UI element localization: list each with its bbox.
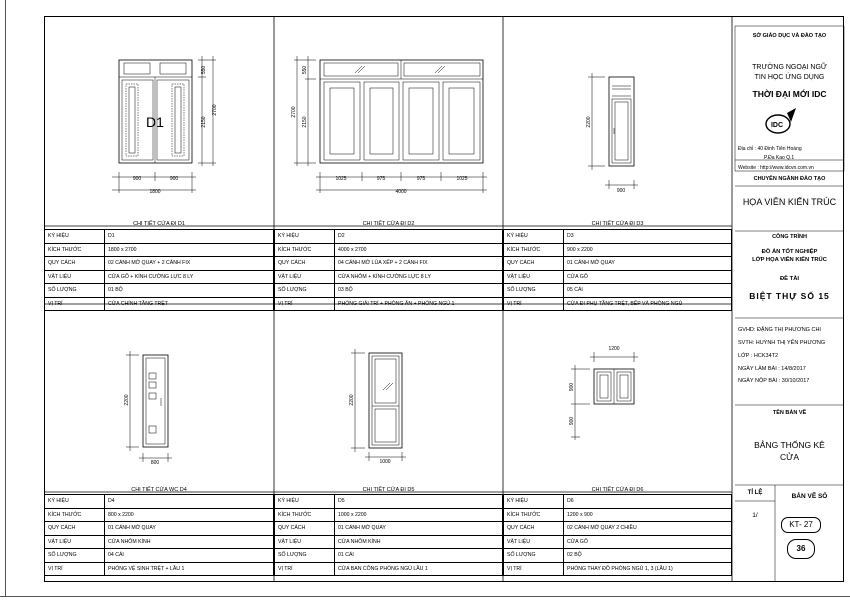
label: VỊ TRÍ [45, 562, 105, 576]
d1-dim-top: 550 [201, 65, 207, 75]
d1-dim-w2: 900 [169, 176, 179, 182]
spec-table-d1 [44, 229, 274, 311]
d2-dim-top: 550 [302, 65, 308, 75]
label: QUY CÁCH [504, 522, 564, 536]
d2-dim-w2: 975 [376, 176, 386, 182]
spec-table-d6 [503, 494, 732, 576]
value: 02 CÁNH MỞ QUAY 2 CHIỀU [564, 522, 732, 536]
label: KÝ HIỆU [275, 230, 335, 244]
tb-scale: 1/ [752, 512, 758, 519]
value: 1800 x 2700 [105, 243, 274, 257]
value: 05 CÁI [564, 284, 732, 298]
value: 02 BỘ [564, 549, 732, 563]
tb-topic: BIỆT THỰ SỐ 15 [749, 291, 830, 301]
label: KÝ HIỆU [45, 495, 105, 509]
tb-school-3: THỜI ĐẠI MỚI IDC [752, 89, 827, 99]
value: 900 x 2200 [564, 243, 732, 257]
d4-dim-height: 2200 [124, 394, 130, 406]
tb-lop: LỚP : HCK34T2 [738, 353, 779, 359]
tb-sheet-no: 36 [787, 539, 815, 559]
d6-dim-width: 1200 [608, 346, 620, 352]
label: VẬT LIỆU [275, 270, 335, 284]
label: VỊ TRÍ [45, 297, 105, 311]
d1-dim-total: 2700 [212, 104, 218, 116]
d2-dim-mid: 2150 [302, 116, 308, 128]
d4-dim-width: 800 [150, 460, 160, 466]
tb-svth: SVTH: HUỲNH THỊ YẾN PHƯƠNG [738, 340, 826, 346]
value: 02 CÁNH MỞ QUAY + 2 CÁNH FIX [105, 257, 274, 271]
value: D5 [335, 495, 503, 509]
value: 01 CÁNH MỞ QUAY [564, 257, 732, 271]
value: 1200 x 900 [564, 508, 732, 522]
spec-table-d3 [503, 229, 732, 311]
idc-logo-icon [766, 108, 796, 133]
label: VẬT LIỆU [504, 535, 564, 549]
value: D3 [564, 230, 732, 244]
value: D6 [564, 495, 732, 509]
tb-gvhd: GVHD: ĐẶNG THỊ PHƯƠNG CHI [738, 327, 821, 333]
d1-dim-mid: 2150 [201, 116, 207, 128]
spec-table-d5 [274, 494, 503, 576]
value: CỬA NHÔM + KÍNH CƯỜNG LỰC 8 LY [335, 270, 503, 284]
d5-dim-height: 2200 [349, 394, 355, 406]
label: SỐ LƯỢNG [504, 549, 564, 563]
value: 03 BỘ [335, 284, 503, 298]
tb-address-1: Địa chỉ : 40 Đinh Tiên Hoàng [738, 146, 802, 152]
logo-text: IDC [770, 122, 784, 129]
value: 1000 x 2200 [335, 508, 503, 522]
label: KÍCH THƯỚC [275, 508, 335, 522]
value: CỬA BAN CÔNG PHÒNG NGỦ LẦU 1 [335, 562, 503, 576]
value: PHÒNG THAY ĐỒ PHÒNG NGỦ 1, 3 (LẦU 1) [564, 562, 732, 576]
value: CỬA GỖ [564, 535, 732, 549]
label: SỐ LƯỢNG [45, 549, 105, 563]
d6-dim-h1: 900 [569, 382, 575, 392]
tb-scale-label: TỈ LỆ [747, 490, 763, 496]
caption-d3: CHI TIẾT CỬA ĐI D3 [591, 221, 644, 227]
tb-major-label: CHUYÊN NGÀNH ĐÀO TẠO [753, 176, 826, 182]
label: VẬT LIỆU [45, 270, 105, 284]
d1-dim-w1: 900 [132, 176, 142, 182]
caption-d6: CHI TIẾT CỬA ĐI D6 [591, 487, 644, 493]
d5-dim-width: 1000 [379, 459, 391, 465]
label: KÍCH THƯỚC [275, 243, 335, 257]
label: KÍCH THƯỚC [45, 508, 105, 522]
label: KÍCH THƯỚC [45, 243, 105, 257]
tb-sheet-name-1: BẢNG THỐNG KÊ [754, 440, 825, 450]
label: SỐ LƯỢNG [504, 284, 564, 298]
d3-dim-width: 900 [616, 188, 626, 194]
label: VỊ TRÍ [275, 297, 335, 311]
value: D1 [105, 230, 274, 244]
tb-topic-label: ĐỀ TÀI [779, 276, 799, 282]
label: QUY CÁCH [45, 522, 105, 536]
label: QUY CÁCH [275, 522, 335, 536]
label: QUY CÁCH [45, 257, 105, 271]
tb-ngay-nop: NGÀY NỘP BÀI : 30/10/2017 [738, 378, 810, 384]
tb-major: HỌA VIÊN KIẾN TRÚC [742, 197, 837, 207]
tb-project-2: LỚP HỌA VIÊN KIẾN TRÚC [752, 257, 827, 263]
label: QUY CÁCH [275, 257, 335, 271]
door-d3-elevation [609, 77, 634, 166]
label: VỊ TRÍ [275, 562, 335, 576]
tb-sheet-code: KT- 27 [781, 517, 821, 533]
value: CỬA NHÔM KÍNH [105, 535, 274, 549]
label: VỊ TRÍ [504, 562, 564, 576]
value: CỬA ĐI PHỤ TẦNG TRỆT, BẾP VÀ PHÒNG NGỦ [564, 297, 732, 311]
caption-d4: CHI TIẾT CỬA WC D4 [131, 487, 187, 493]
d2-dim-w4: 1025 [456, 176, 468, 182]
label: QUY CÁCH [504, 257, 564, 271]
tb-sheet-no-label: BẢN VẼ SỐ [791, 493, 828, 500]
door-d6-elevation [594, 369, 634, 404]
caption-d1: CHI TIẾT CỬA ĐI D1 [133, 221, 185, 227]
value: 01 CÁNH MỞ QUAY [335, 522, 503, 536]
door-d1-tag: D1 [146, 114, 164, 130]
label: KÝ HIỆU [45, 230, 105, 244]
label: KÝ HIỆU [275, 495, 335, 509]
door-d4-elevation [143, 355, 168, 447]
value: 01 CÁI [335, 549, 503, 563]
value: 01 CÁNH MỞ QUAY [105, 522, 274, 536]
value: PHÒNG GIẢI TRÍ + PHÒNG ĂN + PHÒNG NGỦ 1 [335, 297, 503, 311]
value: 800 x 2200 [105, 508, 274, 522]
label: VẬT LIỆU [275, 535, 335, 549]
d2-dim-w1: 1025 [335, 176, 347, 182]
d2-dim-width: 4000 [395, 189, 407, 195]
value: 04 CÁNH MỞ LÙA XẾP + 2 CÁNH FIX [335, 257, 503, 271]
tb-address-2: P.Đa Kao Q.1 [764, 155, 795, 161]
spec-table-d2 [274, 229, 503, 311]
value: PHÒNG VỆ SINH TRỆT + LẦU 1 [105, 562, 274, 576]
tb-sheet-name-label: TÊN BẢN VẼ [772, 410, 807, 416]
caption-d5: CHI TIẾT CỬA ĐI D5 [362, 487, 415, 493]
tb-website: Website : http://www.idcvn.com.vn [738, 165, 814, 171]
door-d2-elevation [320, 60, 483, 163]
label: VẬT LIỆU [45, 535, 105, 549]
label: KÝ HIỆU [504, 230, 564, 244]
tb-sheet-name-2: CỬA [779, 452, 800, 462]
label: KÝ HIỆU [504, 495, 564, 509]
label: SỐ LƯỢNG [275, 549, 335, 563]
d2-dim-total: 2700 [291, 106, 297, 118]
d6-dim-h2: 900 [569, 416, 575, 426]
value: D2 [335, 230, 503, 244]
label: KÍCH THƯỚC [504, 243, 564, 257]
spec-table-d4 [44, 494, 274, 576]
tb-project-label: CÔNG TRÌNH [772, 234, 807, 240]
value: CỬA GỖ [564, 270, 732, 284]
label: SỐ LƯỢNG [275, 284, 335, 298]
tb-school-2: TIN HỌC ỨNG DỤNG [754, 74, 825, 81]
value: CỬA NHÔM KÍNH [335, 535, 503, 549]
value: D4 [105, 495, 274, 509]
tb-ngay-lam: NGÀY LÀM BÀI : 14/8/2017 [738, 366, 806, 372]
tb-ministry: SỞ GIÁO DỤC VÀ ĐÀO TẠO [752, 33, 827, 39]
d2-dim-w3: 975 [416, 176, 426, 182]
label: SỐ LƯỢNG [45, 284, 105, 298]
value: 01 BỘ [105, 284, 274, 298]
door-d5-elevation [369, 353, 402, 448]
value: 4000 x 2700 [335, 243, 503, 257]
tb-project-1: ĐỒ ÁN TỐT NGHIỆP [761, 249, 818, 255]
value: CỬA CHÍNH TẦNG TRỆT [105, 297, 274, 311]
tb-school-1: TRƯỜNG NGOẠI NGỮ [752, 64, 827, 71]
value: 04 CÁI [105, 549, 274, 563]
d3-dim-height: 2200 [586, 116, 592, 128]
caption-d2: CHI TIẾT CỬA ĐI D2 [362, 221, 415, 227]
label: KÍCH THƯỚC [504, 508, 564, 522]
door-d1-elevation [119, 60, 192, 163]
label: VỊ TRÍ [504, 297, 564, 311]
d1-dim-width: 1800 [149, 189, 161, 195]
label: VẬT LIỆU [504, 270, 564, 284]
value: CỬA GỖ + KÍNH CƯỜNG LỰC 8 LY [105, 270, 274, 284]
